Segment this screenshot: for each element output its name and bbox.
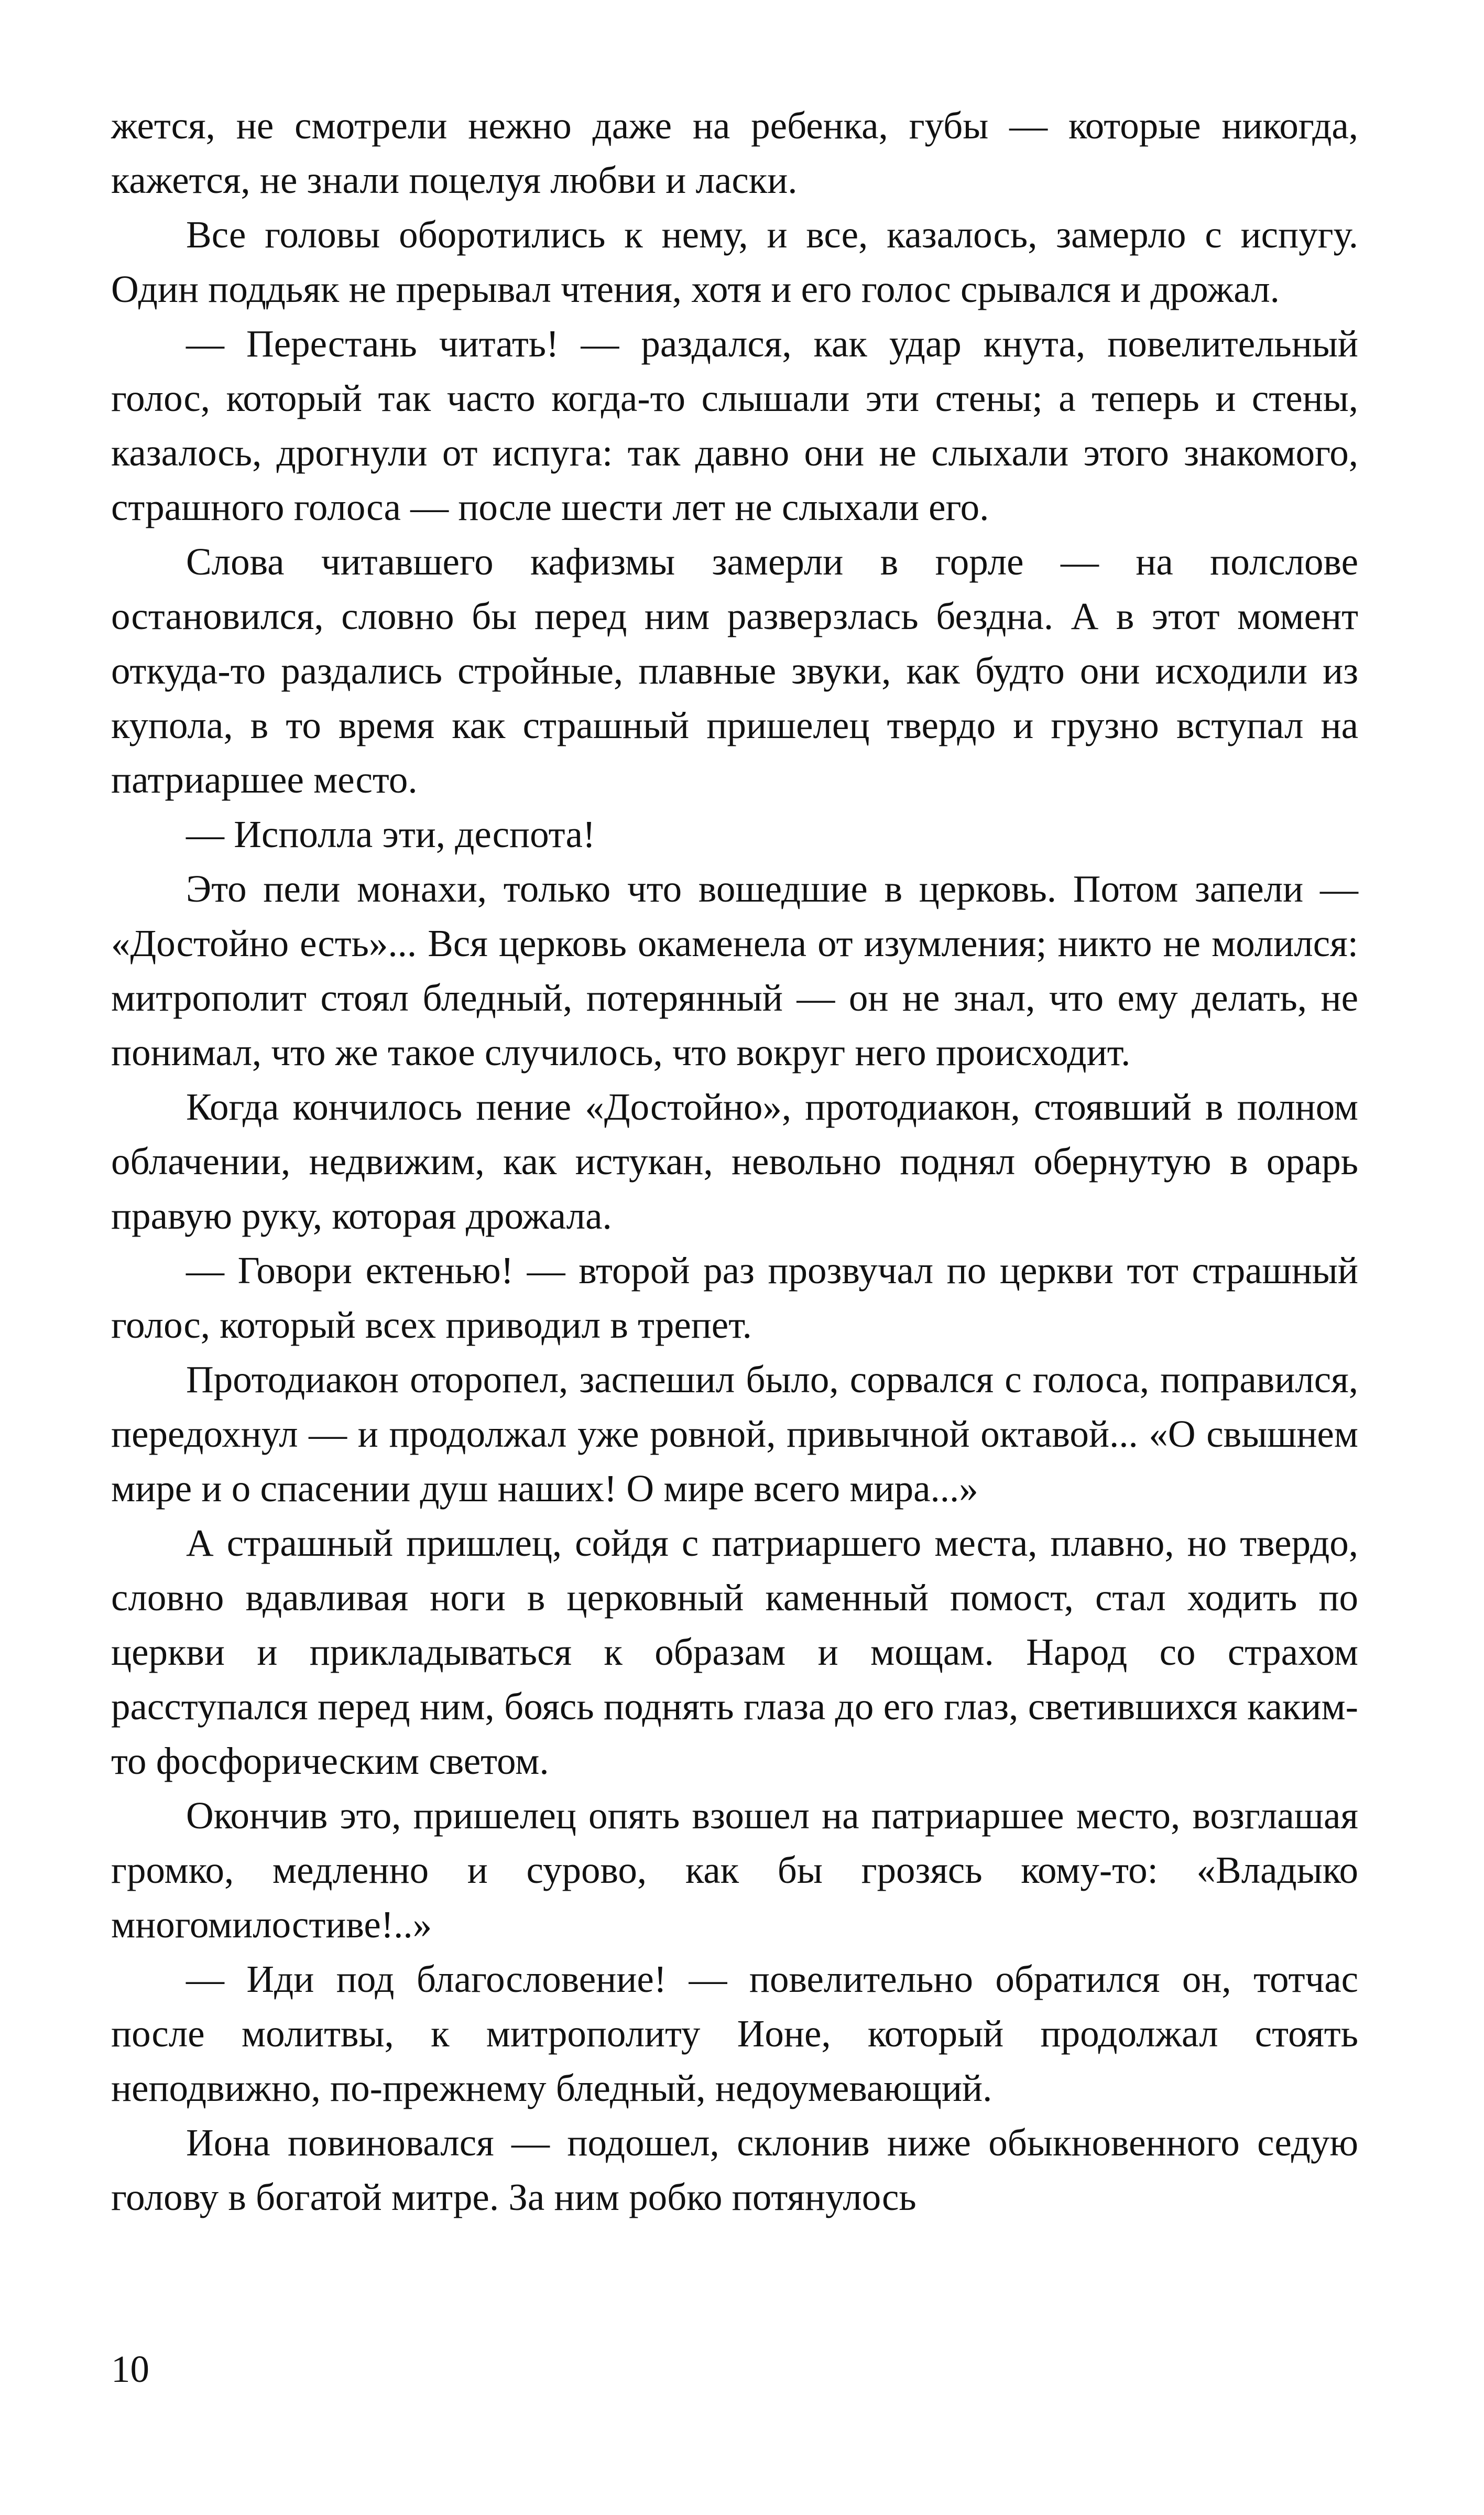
paragraph-2: Все головы оборотились к нему, и все, казалось, замерло с испугу. Один поддьяк не прерывал чтения, хотя и его голос срывался и дрожал.: [111, 213, 1358, 310]
paragraph-6: Это пели монахи, только что вошедшие в церковь. Потом запели — «Достойно есть»... Вся церковь окаменела от изумления; никто не молился: митрополит стоял бледный, потерянный — он не знал, что ему делать, не понимал, что же такое случилось, что вокруг него происходит.: [111, 868, 1358, 1074]
paragraph-8: — Говори ектенью! — второй раз прозвучал по церкви тот страшный голос, который всех приводил в трепет.: [111, 1249, 1358, 1346]
book-page-text: [111, 99, 1358, 2225]
paragraph-9: Протодиакон оторопел, заспешил было, сорвался с голоса, поправился, передохнул — и продолжал уже ровной, привычной октавой... «О свышнем мире и о спасении душ наших! О мире всего мира...»: [111, 1358, 1358, 1510]
paragraph-3: — Перестань читать! — раздался, как удар кнута, повелительный голос, который так часто когда-то слышали эти стены; а теперь и стены, казалось, дрогнули от испуга: так давно они не слыхали этого знакомого, страшного голоса — после шести лет не слыхали его.: [111, 322, 1358, 528]
paragraph-7: Когда кончилось пение «Достойно», протодиакон, стоявший в полном облачении, недвижим, как истукан, невольно поднял обернутую в орарь правую руку, которая дрожала.: [111, 1086, 1358, 1237]
page-number: 10: [111, 2348, 149, 2390]
paragraph-12: — Иди под благословение! — повелительно обратился он, тотчас после молитвы, к митрополиту Ионе, который продолжал стоять неподвижно, по-прежнему бледный, недоумевающий.: [111, 1958, 1358, 2109]
paragraph-5: — Исполла эти, деспота!: [186, 813, 596, 855]
paragraph-4: Слова читавшего кафизмы замерли в горле — на полслове остановился, словно бы перед ним разверзлась бездна. А в этот момент откуда-то раздались стройные, плавные звуки, как будто они исходили из купола, в то время как страшный пришелец твердо и грузно вступал на патриаршее место.: [111, 540, 1358, 801]
paragraph-1: жется, не смотрели нежно даже на ребенка, губы — которые никогда, кажется, не знали поцелуя любви и ласки.: [111, 104, 1358, 201]
paragraph-11: Окончив это, пришелец опять взошел на патриаршее место, возглашая громко, медленно и сурово, как бы грозясь кому-то: «Владыко многомилостиве!..»: [111, 1794, 1358, 1946]
paragraph-13: Иона повиновался — подошел, склонив ниже обыкновенного седую голову в богатой митре. За ним робко потянулось: [111, 2121, 1358, 2218]
paragraph-10: А страшный пришлец, сойдя с патриаршего места, плавно, но твердо, словно вдавливая ноги в церковный каменный помост, стал ходить по церкви и прикладываться к образам и мощам. Народ со страхом расступался перед ним, боясь поднять глаза до его глаз, светившихся каким-то фосфорическим светом.: [111, 1522, 1358, 1782]
